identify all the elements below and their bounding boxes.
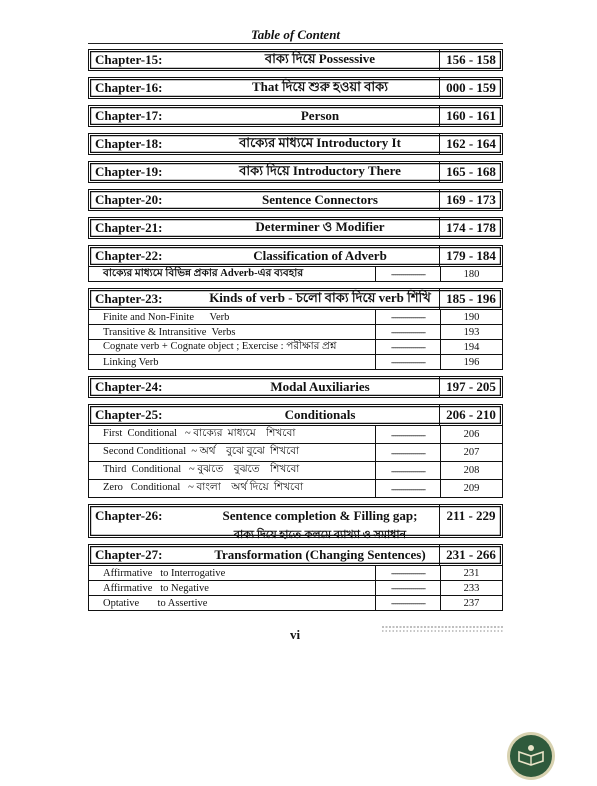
subtopic-row: [89, 580, 502, 595]
chapter-main-cell: [89, 190, 439, 210]
subtopic-page: 209: [440, 480, 502, 497]
subtopic-leader: -----------------: [375, 444, 440, 461]
chapter-title: Sentence Connectors: [262, 192, 378, 207]
chapter-row: [88, 105, 503, 127]
subtopic-page: 196: [440, 355, 502, 369]
subtopic-leader: -----------------: [375, 462, 440, 479]
chapter-row: [88, 49, 503, 71]
chapter-row: [88, 217, 503, 239]
chapter-title: That দিয়ে শুরু হওয়া বাক্য: [251, 78, 389, 94]
chapter-title: বাক্য দিয়ে Possessive: [264, 50, 376, 66]
subtopic-leader: -----------------: [375, 480, 440, 497]
subtopic-row: [89, 595, 502, 610]
chapter-row: [88, 504, 503, 541]
subtopic-title: Affirmative to Interrogative: [103, 567, 226, 579]
chapter-row: [88, 133, 503, 155]
subtopic-page: 194: [440, 340, 502, 354]
subtopic-row: [89, 566, 502, 580]
subtopic-title: Optative to Assertive: [103, 597, 208, 609]
subtopic-title: Linking Verb: [103, 356, 159, 368]
chapter-row: [88, 376, 503, 398]
chapter-label: Chapter-22:: [95, 248, 163, 263]
header-rule: [88, 43, 503, 44]
chapter-pages: 231 - 266: [439, 545, 502, 565]
subtopic-title: বাক্যের মাধ্যমে বিভিন্ন প্রকার Adverb-এর ব্যবহার: [103, 267, 304, 279]
chapter-title: Modal Auxiliaries: [270, 379, 370, 394]
subtopic-leader: -----------------: [375, 340, 440, 354]
subtopic-leader: -----------------: [375, 325, 440, 339]
chapter-label: Chapter-15:: [95, 52, 163, 67]
subtopic-page: 231: [440, 566, 502, 580]
chapter-title: Sentence completion & Filling gap;: [222, 508, 418, 523]
chapter-main-cell: [89, 106, 439, 126]
subtopic-title: First Conditional ~ বাক্যের মাধ্যমে শিখবো: [103, 428, 296, 439]
chapter-pages: 211 - 229: [439, 505, 502, 537]
chapter-row: [88, 245, 503, 267]
chapter-pages: 206 - 210: [439, 405, 502, 425]
chapter-title: Transformation (Changing Sentences): [214, 547, 426, 562]
chapter-pages: 185 - 196: [439, 289, 502, 309]
subtopic-title: Third Conditional ~ বুঝতে বুঝতে শিখবো: [103, 464, 300, 475]
subtopic-row: [89, 339, 502, 354]
chapter-title: Classification of Adverb: [253, 248, 387, 263]
chapter-label: Chapter-16:: [95, 80, 163, 95]
subtopic-list: [88, 566, 503, 611]
subtopic-leader: -----------------: [375, 596, 440, 610]
subtopic-row: [89, 479, 502, 497]
chapter-pages: 156 - 158: [439, 50, 502, 70]
subtopic-leader: -----------------: [375, 566, 440, 580]
chapter-pages: 169 - 173: [439, 190, 502, 210]
subtopic-row: [89, 310, 502, 324]
chapter-main-cell: [89, 246, 439, 266]
chapter-pages: 179 - 184: [439, 246, 502, 266]
chapter-title: Conditionals: [284, 407, 356, 422]
chapter-main-cell: [89, 134, 439, 154]
chapter-label: Chapter-21:: [95, 220, 163, 235]
subtopic-leader: -----------------: [375, 355, 440, 369]
chapter-title: Determiner ও Modifier: [255, 218, 385, 234]
chapter-label: Chapter-27:: [95, 547, 163, 562]
subtopic-row: [89, 461, 502, 479]
subtopic-leader: -----------------: [375, 310, 440, 324]
subtopic-page: 233: [440, 581, 502, 595]
chapter-main-cell: [89, 545, 439, 565]
scribble-mark: [382, 624, 504, 634]
chapter-label: Chapter-26:: [95, 508, 163, 523]
book-stamp-icon: [506, 731, 556, 781]
subtopic-leader: -----------------: [375, 581, 440, 595]
subtopic-title: Finite and Non-Finite Verb: [103, 311, 230, 323]
chapter-label: Chapter-20:: [95, 192, 163, 207]
subtopic-list: [88, 310, 503, 370]
chapter-pages: 000 - 159: [439, 78, 502, 98]
subtopic-list: [88, 426, 503, 498]
chapter-main-cell: [89, 377, 439, 397]
subtopic-title: Affirmative to Negative: [103, 582, 209, 594]
chapter-row: [88, 544, 503, 566]
subtopic-row: [89, 354, 502, 369]
chapter-title: বাক্যের মাধ্যমে Introductory It: [239, 134, 401, 150]
chapter-row: [88, 288, 503, 310]
chapter-pages: 160 - 161: [439, 106, 502, 126]
subtopic-page: 190: [440, 310, 502, 324]
chapter-main-cell: [89, 78, 439, 98]
subtopic-page: 208: [440, 462, 502, 479]
chapter-label: Chapter-24:: [95, 379, 163, 394]
chapter-row: [88, 189, 503, 211]
subtopic-title: Second Conditional ~ অর্থ বুঝে বুঝে শিখবো: [103, 446, 300, 457]
chapter-title-block: [207, 508, 433, 545]
chapter-title: Kinds of verb - চলো বাক্য দিয়ে verb শিখি: [209, 289, 431, 305]
chapter-row: [88, 77, 503, 99]
subtopic-title: Cognate verb + Cognate object ; Exercise : পরীক্ষার প্রশ্ন: [103, 340, 337, 352]
table-of-contents: [88, 49, 503, 617]
subtopic-page: 193: [440, 325, 502, 339]
chapter-pages: 197 - 205: [439, 377, 502, 397]
chapter-row: [88, 161, 503, 183]
page-title: Table of Content: [250, 27, 341, 42]
chapter-title: বাক্য দিয়ে Introductory There: [239, 162, 401, 178]
subtopic-page: 180: [440, 267, 502, 281]
subtopic-page: 207: [440, 444, 502, 461]
chapter-pages: 162 - 164: [439, 134, 502, 154]
page-number: vi: [289, 627, 301, 642]
subtopic-list: [88, 267, 503, 282]
chapter-pages: 174 - 178: [439, 218, 502, 238]
chapter-label: Chapter-19:: [95, 164, 163, 179]
chapter-label: Chapter-17:: [95, 108, 163, 123]
subtopic-row: [89, 267, 502, 281]
subtopic-page: 237: [440, 596, 502, 610]
chapter-subtitle: বাক্য দিয়ে হাতে-কলমে ব্যাখ্যা ও সমাধান: [233, 529, 407, 541]
subtopic-page: 206: [440, 426, 502, 443]
chapter-main-cell: [89, 505, 439, 541]
chapter-title: Person: [300, 108, 340, 123]
chapter-pages: 165 - 168: [439, 162, 502, 182]
subtopic-title: Transitive & Intransitive Verbs: [103, 326, 236, 338]
chapter-main-cell: [89, 162, 439, 182]
subtopic-row: [89, 324, 502, 339]
subtopic-title: Zero Conditional ~ বাংলা অর্থ দিয়ে শিখবো: [103, 482, 304, 493]
chapter-label: Chapter-18:: [95, 136, 163, 151]
chapter-main-cell: [89, 289, 439, 309]
subtopic-row: [89, 443, 502, 461]
chapter-label: Chapter-23:: [95, 291, 163, 306]
chapter-main-cell: [89, 405, 439, 425]
subtopic-leader: -----------------: [375, 267, 440, 281]
chapter-main-cell: [89, 218, 439, 238]
chapter-label: Chapter-25:: [95, 407, 163, 422]
chapter-row: [88, 404, 503, 426]
subtopic-row: [89, 426, 502, 443]
subtopic-leader: -----------------: [375, 426, 440, 443]
chapter-main-cell: [89, 50, 439, 70]
